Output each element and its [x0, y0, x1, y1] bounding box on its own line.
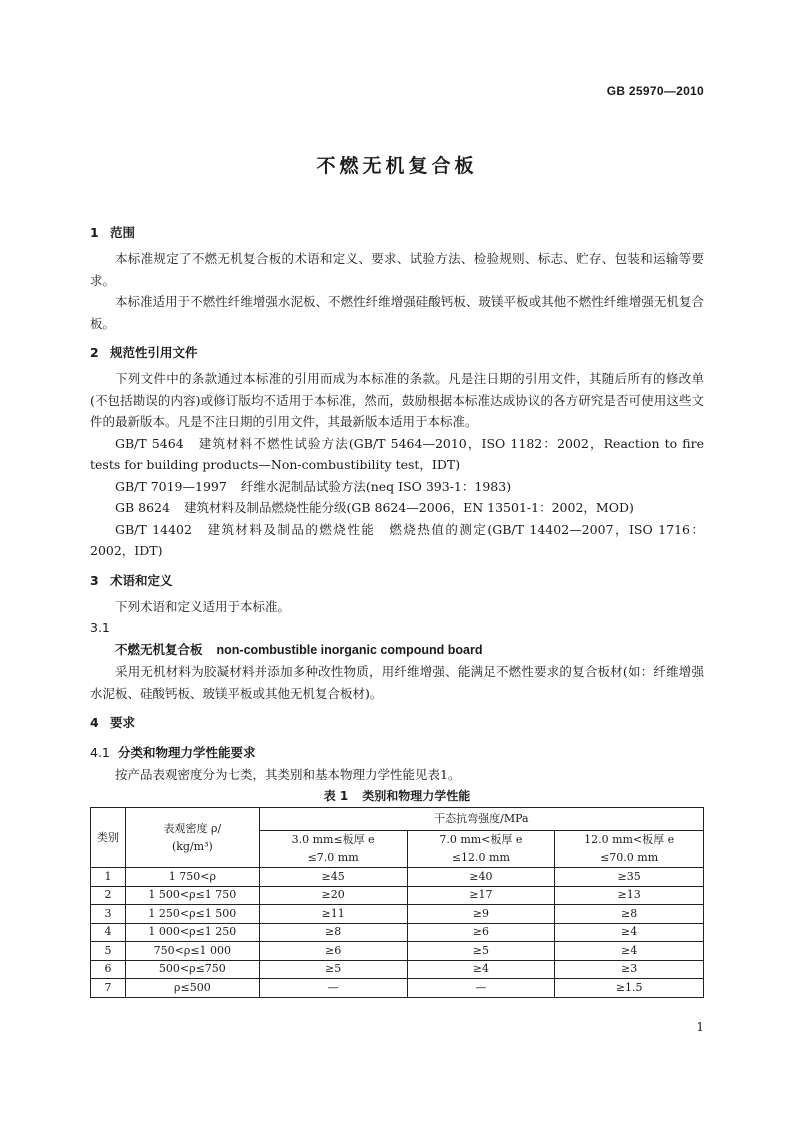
subheader-thickness-1-line2: ≤7.0 mm [259, 849, 407, 868]
table-row [91, 923, 704, 942]
cell-strength-1: ≥45 [259, 868, 407, 887]
reference-code: GB 8624 [115, 500, 170, 515]
header-category: 类别 [91, 808, 126, 868]
section-2-heading [90, 342, 704, 364]
clause-number: 3.1 [90, 620, 110, 635]
reference-code: GB/T 5464 [115, 435, 184, 451]
reference-text: 建筑材料及制品的燃烧性能 燃烧热值的测定(GB/T 14402—2007，ISO 1716：2002，IDT) [90, 521, 704, 558]
term-english: non-combustible inorganic compound board [216, 642, 483, 657]
cell-category: 7 [91, 979, 126, 998]
reference-code: GB/T 14402 [115, 521, 192, 537]
paragraph: 本标准规定了不燃无机复合板的术语和定义、要求、试验方法、检验规则、标志、贮存、包装和运输等要求。 [90, 251, 704, 288]
subheader-thickness-3-line2: ≤70.0 mm [555, 849, 704, 868]
cell-category: 4 [91, 923, 126, 942]
section-4-heading [90, 712, 704, 734]
page-number: 1 [696, 1020, 704, 1034]
clause-title: 分类和物理力学性能要求 [118, 745, 256, 760]
cell-strength-3: ≥4 [555, 923, 704, 942]
cell-strength-3: ≥35 [555, 868, 704, 887]
cell-category: 5 [91, 942, 126, 961]
subheader-thickness-2-line2: ≤12.0 mm [407, 849, 555, 868]
section-number: 4 [90, 715, 99, 730]
subheader-thickness-1-line1: 3.0 mm≤板厚 e [259, 831, 407, 850]
table-row [91, 979, 704, 998]
cell-strength-2: ≥17 [407, 886, 555, 905]
paragraph: 下列文件中的条款通过本标准的引用而成为本标准的条款。凡是注日期的引用文件，其随后所有的修改单(不包括勘误的内容)或修订版均不适用于本标准，然而，鼓励根据本标准达成协议的各方研究是否可使用这些文件的最新版本。凡是不注日期的引用文件，其最新版本适用于本标准。 [90, 371, 704, 429]
cell-category: 2 [91, 886, 126, 905]
cell-density: 1 000<ρ≤1 250 [125, 923, 259, 942]
table-caption [90, 785, 704, 807]
section-title: 术语和定义 [110, 572, 173, 588]
cell-strength-1: ≥5 [259, 960, 407, 979]
reference-item [90, 519, 704, 562]
section-3-heading [90, 570, 704, 592]
reference-item [90, 433, 704, 476]
cell-strength-3: ≥4 [555, 942, 704, 961]
table-title: 类别和物理力学性能 [362, 789, 471, 803]
reference-item [90, 497, 704, 519]
table-number: 表 1 [323, 789, 349, 803]
term-definition: 采用无机材料为胶凝材料并添加多种改性物质，用纤维增强、能满足不燃性要求的复合板材(如：纤维增强水泥板、硅酸钙板、玻镁平板或其他无机复合板材)。 [90, 664, 704, 701]
header-density-line1: 表观密度 ρ/ [163, 821, 222, 835]
cell-strength-3: ≥13 [555, 886, 704, 905]
document-title: 不燃无机复合板 [316, 155, 478, 177]
cell-strength-2: ≥4 [407, 960, 555, 979]
cell-strength-1: ≥6 [259, 942, 407, 961]
section-title: 范围 [110, 225, 136, 240]
cell-strength-3: ≥1.5 [555, 979, 704, 998]
section-number: 1 [90, 225, 99, 240]
cell-strength-1: ≥8 [259, 923, 407, 942]
reference-item [90, 476, 704, 498]
cell-strength-1: — [259, 979, 407, 998]
cell-strength-1: ≥20 [259, 886, 407, 905]
cell-density: ρ≤500 [125, 979, 259, 998]
cell-strength-2: ≥40 [407, 868, 555, 887]
cell-density: 750<ρ≤1 000 [125, 942, 259, 961]
section-title: 要求 [110, 715, 136, 730]
cell-density: 1 500<ρ≤1 750 [125, 886, 259, 905]
reference-text: 建筑材料及制品燃烧性能分级(GB 8624—2006，EN 13501-1：2002，MOD) [183, 500, 634, 515]
clause-number: 4.1 [90, 745, 110, 760]
paragraph: 下列术语和定义适用于本标准。 [115, 598, 291, 614]
cell-category: 6 [91, 960, 126, 979]
cell-category: 3 [91, 905, 126, 924]
section-number: 3 [90, 572, 99, 588]
term-entry [90, 639, 704, 662]
cell-strength-2: ≥5 [407, 942, 555, 961]
cell-strength-2: ≥6 [407, 923, 555, 942]
reference-code: GB/T 7019—1997 [115, 478, 227, 494]
cell-density: 500<ρ≤750 [125, 960, 259, 979]
table-row [91, 868, 704, 887]
cell-strength-2: ≥9 [407, 905, 555, 924]
header-density [125, 808, 259, 868]
cell-density: 1 250<ρ≤1 500 [125, 905, 259, 924]
cell-category: 1 [91, 868, 126, 887]
table-row [91, 905, 704, 924]
paragraph: 本标准适用于不燃性纤维增强水泥板、不燃性纤维增强硅酸钙板、玻镁平板或其他不燃性纤维增强无机复合板。 [90, 294, 704, 331]
cell-strength-1: ≥11 [259, 905, 407, 924]
reference-text: 纤维水泥制品试验方法(neq ISO 393-1：1983) [240, 478, 512, 494]
cell-strength-3: ≥3 [555, 960, 704, 979]
cell-strength-3: ≥8 [555, 905, 704, 924]
header-density-line2: (kg/m³) [171, 839, 213, 853]
table-row [91, 886, 704, 905]
section-1-heading [90, 222, 704, 244]
header-strength: 干态抗弯强度/MPa [259, 808, 703, 831]
table-row [91, 942, 704, 961]
table-row [91, 960, 704, 979]
document-body [90, 222, 704, 998]
section-title: 规范性引用文件 [110, 345, 198, 360]
properties-table [90, 807, 704, 998]
cell-strength-2: — [407, 979, 555, 998]
subheader-thickness-2-line1: 7.0 mm<板厚 e [407, 831, 555, 850]
section-number: 2 [90, 345, 99, 360]
cell-density: 1 750<ρ [125, 868, 259, 887]
standard-number: GB 25970—2010 [606, 84, 704, 98]
term-chinese: 不燃无机复合板 [115, 641, 203, 657]
reference-text: 建筑材料不燃性试验方法(GB/T 5464—2010，ISO 1182：2002，Reaction to fire tests for building products—Non-combustibility test，IDT) [90, 435, 704, 472]
paragraph: 按产品表观密度分为七类，其类别和基本物理力学性能见表1。 [115, 766, 461, 782]
subheader-thickness-3-line1: 12.0 mm<板厚 e [555, 831, 704, 850]
clause-heading [90, 742, 704, 764]
